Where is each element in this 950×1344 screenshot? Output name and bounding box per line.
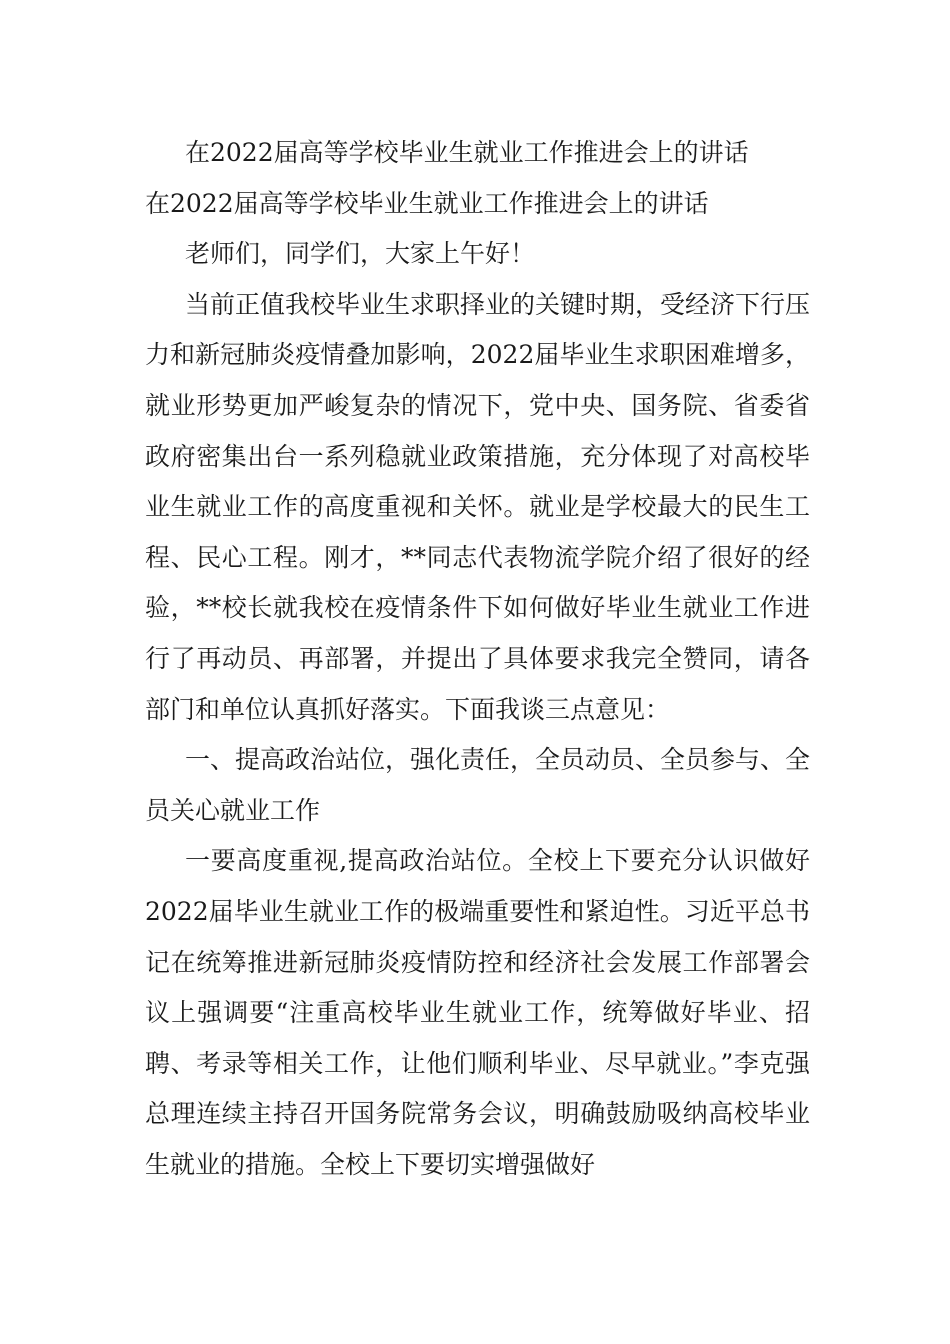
document-subtitle: 在2022届高等学校毕业生就业工作推进会上的讲话 bbox=[145, 188, 709, 218]
body-paragraph: 当前正值我校毕业生求职择业的关键时期，受经济下行压力和新冠肺炎疫情叠加影响，2022届毕业生求职困难增多，就业形势更加严峻复杂的情况下，党中央、国务院、省委省政府密集出台一系列稳就业政策措施，充分体现了对高校毕业生就业工作的高度重视和关怀。就业是学校最大的民生工程、民心工程。刚才，**同志代表物流学院介绍了很好的经验，**校长就我校在疫情条件下如何做好毕业生就业工作进行了再动员、再部署，并提出了具体要求我完全赞同，请各部门和单位认真抓好落实。下面我谈三点意见： bbox=[145, 289, 811, 724]
greeting-paragraph: 老师们，同学们，大家上午好！ bbox=[185, 239, 536, 269]
document-body bbox=[145, 128, 810, 1190]
document-title: 在2022届高等学校毕业生就业工作推进会上的讲话 bbox=[185, 138, 749, 167]
section-heading: 一、提高政治站位，强化责任，全员动员、全员参与、全员关心就业工作 bbox=[145, 745, 811, 825]
body-paragraph: 一要高度重视,提高政治站位。全校上下要充分认识做好2022届毕业生就业工作的极端重要性和紧迫性。习近平总书记在统筹推进新冠肺炎疫情防控和经济社会发展工作部署会议上强调要“注重高校毕业生就业工作，统筹做好毕业、招聘、考录等相关工作，让他们顺利毕业、尽早就业。”李克强总理连续主持召开国务院常务会议，明确鼓励吸纳高校毕业生就业的措施。全校上下要切实增强做好 bbox=[145, 846, 810, 1179]
